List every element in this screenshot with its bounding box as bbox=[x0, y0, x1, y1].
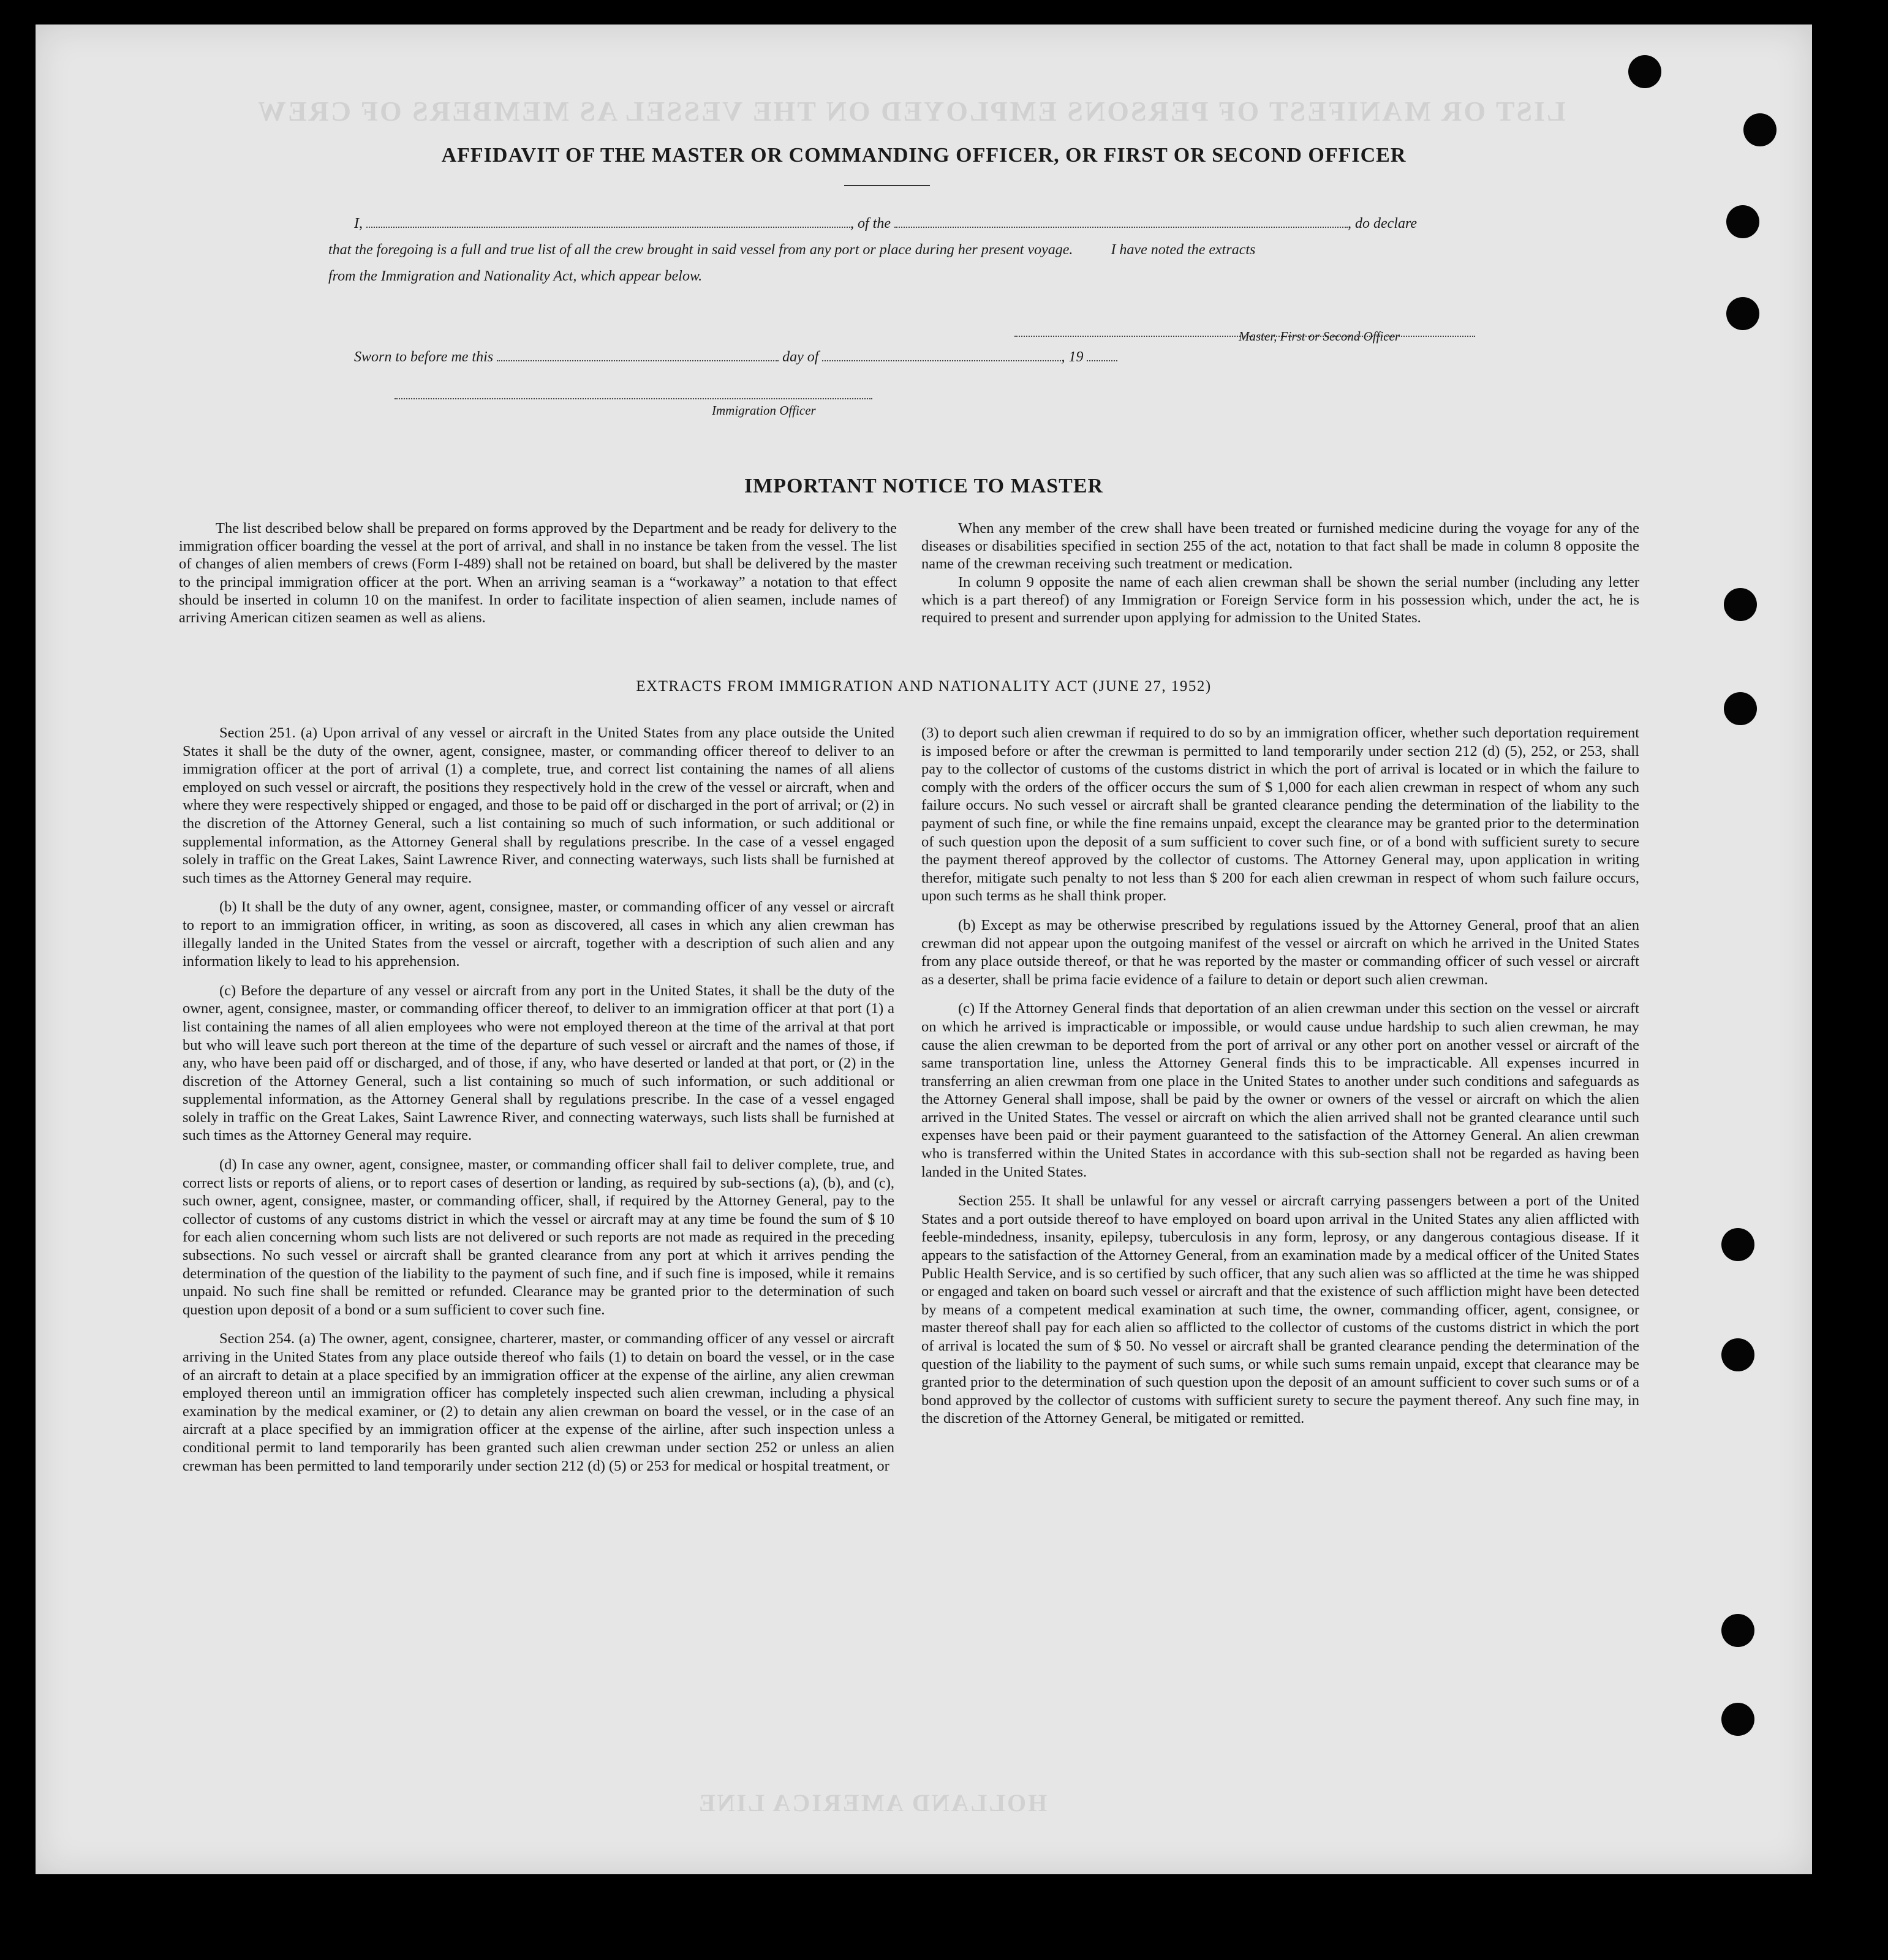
bleed-through-footer: HOLLAND AMERICA LINE bbox=[697, 1789, 1048, 1817]
bleed-through-heading: LIST OR MANIFEST OF PERSONS EMPLOYED ON THE VESSEL AS MEMBERS OF CREW bbox=[256, 96, 1566, 127]
document-page bbox=[36, 24, 1812, 1874]
punch-hole bbox=[1721, 1614, 1754, 1647]
punch-hole bbox=[1721, 1338, 1754, 1371]
punch-hole bbox=[1721, 1228, 1754, 1261]
title-underline bbox=[844, 185, 930, 186]
notice-left-text: The list described below shall be prepared on forms approved by the Department and be ready for delivery to the immigration officer boarding the vessel at the port of arrival, and shall in no instance be taken from the vessel. The list of changes of alien members of crews (Form I-489) shall not be retained on board, but shall be delivered by the master to the principal immigration officer at the port. When an arriving seaman is a “workaway” a notation to that effect should be inserted in column 10 on the manifest. In order to facilitate inspection of alien seamen, include names of arriving American citizen seamen as well as aliens. bbox=[179, 520, 897, 627]
section-251-c: (c) Before the departure of any vessel or aircraft from any port in the United States, it shall be the duty of the owner, agent, consignee, master, or commanding officer thereof, to deliver to an immigration officer at that port (1) a list containing the names of all alien employees who were not employed thereon at the time of the arrival at that port but who will leave such port thereon at the time of the departure of such vessel or aircraft and the names of those, if any, who have been paid off or discharged, and of those, if any, who have deserted or landed at that port, or (2) in the discretion of the Attorney General, such a list containing so much of such information, or such additional or supplemental information, as the Attorney General shall by regulations prescribe. In the case of a vessel engaged solely in traffic on the Great Lakes, Saint Lawrence River, and connecting waterways, such lists shall be furnished at such times as the Attorney General may require. bbox=[183, 982, 894, 1144]
punch-hole bbox=[1721, 1703, 1754, 1736]
section-254-a: Section 254. (a) The owner, agent, consignee, charterer, master, or commanding officer of any vessel or aircraft arriving in the United States from any place outside thereof who fails (1) to detain on board the vessel, or in the case of an aircraft to detain at a place specified by an immigration officer at the expense of the airline, any alien crewman employed thereon until an immigration officer has completely inspected such alien crewman, including a physical examination by the medical examiner, or (2) to detain any alien crewman on board the vessel, or in the case of an aircraft at a place specified by an immigration officer at the expense of the airline, after such inspection unless a conditional permit to land temporarily has been granted such alien crewman under section 252 or unless an alien crewman has been permitted to land temporarily under section 212 (d) (5) or 253 for medical or hospital treatment, or bbox=[183, 1330, 894, 1474]
officer-caption: Immigration Officer bbox=[712, 403, 816, 418]
declaration-line-2 bbox=[328, 242, 1554, 258]
section-251-b: (b) It shall be the duty of any owner, agent, consignee, master, or commanding officer of any vessel or aircraft to report to an immigration officer, in writing, as soon as discovered, all cases in which any alien crewman has illegally landed in the United States from the vessel or aircraft, together with a description of such alien and any information likely to lead to his apprehension. bbox=[183, 899, 894, 970]
punch-hole bbox=[1628, 55, 1661, 88]
year-field[interactable] bbox=[1087, 360, 1117, 361]
officer-signature-line[interactable] bbox=[395, 398, 872, 399]
extracts-left-column bbox=[183, 724, 894, 1486]
vessel-field[interactable] bbox=[894, 227, 1348, 228]
extracts-right-column bbox=[921, 724, 1639, 1439]
punch-hole bbox=[1743, 113, 1777, 146]
section-254-a-cont: (3) to deport such alien crewman if required to do so by an immigration officer, whether such deportation requirement is imposed before or after the crewman is permitted to land temporarily under section 212 (d) (5), 252, or 253, shall pay to the collector of customs of the customs district in which the port of arrival is located or in which the failure to comply with the orders of the officer occurs the sum of $ 1,000 for each alien crewman in respect of whom any such failure occurs. No such vessel or aircraft shall be granted clearance pending the determination of the liability to the payment of such fine, or while the fine remains unpaid, except the clearance may be granted prior to the determination of such question upon the deposit of a sum sufficient to cover such fine, or of a bond with sufficient surety to secure the payment thereof approved by the collector of customs. The Attorney General may, upon application in writing therefor, mitigate such penalty to not less than $ 200 for each alien crewman in respect of whom such failure occurs, upon such terms as he shall think proper. bbox=[921, 725, 1639, 905]
declaration-do-declare: , do declare bbox=[1348, 216, 1418, 232]
name-field[interactable] bbox=[366, 227, 850, 228]
declaration-i: I, bbox=[354, 216, 363, 232]
notice-left bbox=[179, 519, 897, 635]
notice-right-text-2: In column 9 opposite the name of each alien crewman shall be shown the serial number (including any letter which is a part thereof) of any Immigration or Foreign Service form in his possession which, under the act, he is required to present and surrender upon applying for admission to the United States. bbox=[921, 573, 1639, 627]
sworn-date-field[interactable] bbox=[497, 360, 779, 361]
section-255: Section 255. It shall be unlawful for any vessel or aircraft carrying passengers between a port of the United States and a port outside thereof to have employed on board upon arrival in the United States any alien afflicted with feeble-mindedness, insanity, epilepsy, tuberculosis in any form, leprosy, or any dangerous contagious disease. If it appears to the satisfaction of the Attorney General, from an examination made by a medical officer of the United States Public Health Service, and is so certified by such officer, that any such alien was so afflicted at the time he was shipped or engaged and taken on board such vessel or aircraft and that the existence of such affliction might have been detected by means of a competent medical examination at such time, the owner, commanding officer, agent, consignee, or master thereof shall pay for each alien so afflicted to the collector of customs of the customs district in which the port of arrival is located the sum of $ 50. No vessel or aircraft shall be granted clearance pending the determination of the question of the liability to the payment of such sums, or while such sums remain unpaid, except that clearance may be granted prior to the determination of such question upon the deposit of an amount sufficient to cover such sums or of a bond approved by the collector of customs with sufficient surety to secure the payment thereof. Any such fine may, in the discretion of the Attorney General, be mitigated or remitted. bbox=[921, 1193, 1639, 1427]
declaration-line-3 bbox=[328, 268, 702, 285]
section-254-b: (b) Except as may be otherwise prescribed by regulations issued by the Attorney General, proof that an alien crewman did not appear upon the outgoing manifest of the vessel or aircraft on which he arrived in the United States from any place outside thereof, or that he was reported by the master or commanding officer of such vessel or aircraft as a deserter, shall be prima facie evidence of a failure to detain or deport such alien crewman. bbox=[921, 916, 1639, 988]
punch-hole bbox=[1724, 692, 1757, 725]
affidavit-title: AFFIDAVIT OF THE MASTER OR COMMANDING OFFICER, OR FIRST OR SECOND OFFICER bbox=[441, 144, 1407, 167]
punch-hole bbox=[1724, 588, 1757, 621]
declaration-line bbox=[354, 216, 1506, 232]
month-field[interactable] bbox=[822, 360, 1061, 361]
section-251-a: Section 251. (a) Upon arrival of any vessel or aircraft in the United States from any place outside the United States it shall be the duty of the owner, agent, consignee, master, or commanding officer thereof to deliver to an immigration officer at the port of arrival (1) a complete, true, and correct list containing the names of all aliens employed on such vessel or aircraft, the positions they respectively hold in the crew of the vessel or aircraft, when and where they were respectively shipped or engaged, and those to be paid off or discharged in the port of arrival; or (2) in the discretion of the Attorney General, such a list containing so much of such information, or such additional or supplemental information, as the Attorney General shall by regulations prescribe. In the case of a vessel engaged solely in traffic on the Great Lakes, Saint Lawrence River, and connecting waterways, such lists shall be furnished at such times as the Attorney General may require. bbox=[183, 725, 894, 886]
notice-right-text-1: When any member of the crew shall have been treated or furnished medicine during the voyage for any of the diseases or disabilities specified in section 255 of the act, notation to that fact shall be made in column 8 opposite the name of the crewman receiving such treatment or medication. bbox=[921, 520, 1639, 573]
year-prefix: , 19 bbox=[1061, 349, 1084, 365]
declaration-text-2: I have noted the extracts bbox=[1111, 242, 1256, 258]
notice-title: IMPORTANT NOTICE TO MASTER bbox=[744, 475, 1104, 497]
section-251-d: (d) In case any owner, agent, consignee, master, or commanding officer shall fail to deliver complete, true, and correct lists or reports of aliens, or to report cases of desertion or landing, as required by sub-sections (a), (b), and (c), such owner, agent, consignee, master, or commanding officer, shall, if required by the Attorney General, pay to the collector of customs of any customs district in which the vessel or aircraft may at any time be found the sum of $ 10 for each alien concerning whom such lists are not delivered or such reports are not made as required in the preceding subsections. No such vessel or aircraft shall be granted clearance from any port at which it arrives pending the determination of the question of the liability to the payment of such fine, and if such fine is imposed, while it remains unpaid. No such fine shall be remitted or refunded. Clearance may be granted prior to the determination of such question upon deposit of a bond or a sum sufficient to cover such fine. bbox=[183, 1156, 894, 1318]
extracts-title: EXTRACTS FROM IMMIGRATION AND NATIONALITY ACT (JUNE 27, 1952) bbox=[636, 678, 1212, 695]
master-caption: Master, First or Second Officer bbox=[1239, 329, 1400, 344]
declaration-of-the: , of the bbox=[850, 216, 891, 232]
punch-hole bbox=[1726, 205, 1759, 238]
declaration-text: that the foregoing is a full and true list of all the crew brought in said vessel from any port or place during her present voyage. bbox=[328, 242, 1073, 258]
declaration-text-3: from the Immigration and Nationality Act, which appear below. bbox=[328, 268, 703, 284]
day-of-text: day of bbox=[782, 349, 819, 365]
section-254-c: (c) If the Attorney General finds that deportation of an alien crewman under this section on the vessel or aircraft on which he arrived is impracticable or impossible, or would cause undue hardship to such alien crewman, he may cause the alien crewman to be deported from the port of arrival or any other port on another vessel or aircraft of the same transportation line, unless the Attorney General finds this to be impracticable. All expenses incurred in transferring an alien crewman from one place in the United States to another under such conditions and safeguards as the Attorney General shall impose, shall be paid by the owner or owners of the vessel or aircraft on which the alien arrived in the United States. The vessel or aircraft on which the alien arrived shall not be granted clearance until such expenses have been paid or their payment guaranteed to the satisfaction of the Attorney General. An alien crewman who is transferred within the United States in accordance with this sub-section shall not be regarded as having been landed in the United States. bbox=[921, 1000, 1639, 1180]
sworn-text: Sworn to before me this bbox=[354, 349, 494, 365]
punch-hole bbox=[1726, 297, 1759, 330]
sworn-line bbox=[354, 349, 1273, 366]
notice-right bbox=[921, 519, 1639, 635]
